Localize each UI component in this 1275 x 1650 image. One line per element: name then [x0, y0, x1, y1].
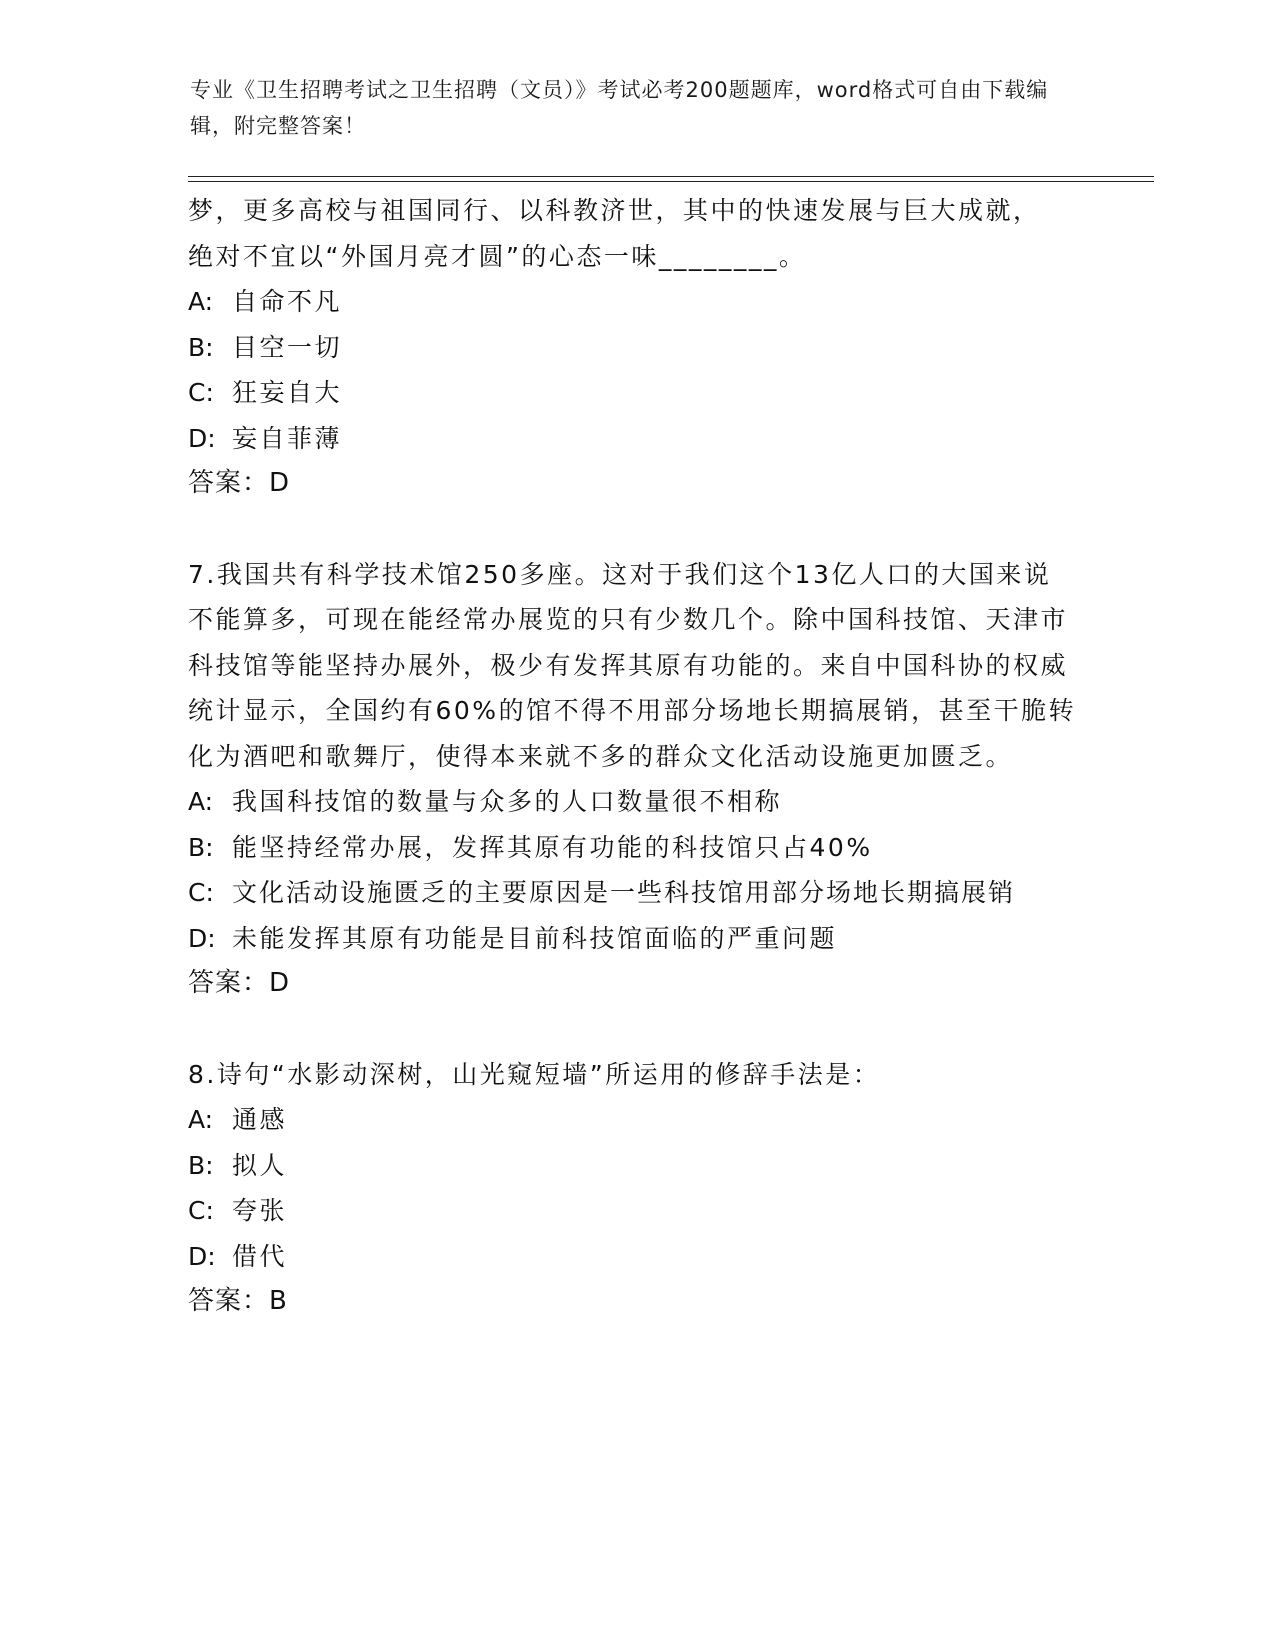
option-key: B: [188, 832, 214, 862]
question-block [188, 552, 1088, 1007]
option-text: 借代 [232, 1241, 288, 1271]
question-stem: 梦，更多高校与祖国同行、以科教济世，其中的快速发展与巨大成就，绝对不宜以“外国月亮才圆”的心态一味________。 [188, 196, 1041, 271]
option-key: D: [188, 923, 216, 953]
option-key: B: [188, 1150, 214, 1180]
option-d [188, 1234, 1088, 1280]
option-text: 狂妄自大 [232, 378, 343, 407]
header-divider-top [188, 176, 1154, 177]
answer-label: 答案： [188, 468, 270, 498]
option-b [188, 1143, 1088, 1189]
option-text: 目空一切 [232, 332, 343, 362]
question-list [188, 188, 1088, 1325]
option-d [188, 416, 1088, 462]
option-key: C: [188, 878, 214, 907]
option-key: D: [188, 423, 216, 453]
option-b [188, 825, 1088, 871]
spacer [188, 507, 1088, 552]
answer-label: 答案： [188, 968, 270, 998]
option-d [188, 916, 1088, 962]
answer-value: D [269, 968, 291, 998]
option-text: 能坚持经常办展，发挥其原有功能的科技馆只占40% [232, 832, 873, 862]
answer-line [188, 461, 1088, 507]
document-title: 专业《卫生招聘考试之卫生招聘（文员）》考试必考200题题库，word格式可自由下载编辑，附完整答案！ [190, 78, 1049, 138]
option-text: 妄自菲薄 [232, 423, 343, 453]
question-block [188, 188, 1088, 507]
question-stem: 7.我国共有科学技术馆250多座。这对于我们这个13亿人口的大国来说不能算多，可现在能经常办展览的只有少数几个。除中国科技馆、天津市科技馆等能坚持办展外，极少有发挥其原有功能的。来自中国科协的权威统计显示，全国约有60%的馆不得不用部分场地长期搞展销，甚至干脆转化为酒吧和歌舞厅，使得本来就不多的群众文化活动设施更加匮乏。 [188, 559, 1077, 771]
answer-label: 答案： [188, 1286, 270, 1316]
option-c [188, 370, 1088, 416]
header-divider-bottom [188, 181, 1154, 182]
option-key: B: [188, 332, 214, 362]
option-key: A: [188, 287, 214, 316]
option-c [188, 870, 1088, 916]
answer-line [188, 961, 1088, 1007]
option-key: A: [188, 1105, 214, 1134]
option-a [188, 779, 1088, 825]
document-header [190, 72, 1090, 144]
option-text: 夸张 [232, 1196, 288, 1225]
option-a [188, 1097, 1088, 1143]
answer-value: D [269, 468, 291, 498]
option-text: 拟人 [232, 1150, 288, 1180]
question-stem: 8.诗句“水影动深树，山光窥短墙”所运用的修辞手法是： [188, 1059, 881, 1089]
option-text: 自命不凡 [232, 287, 343, 316]
option-c [188, 1188, 1088, 1234]
option-text: 通感 [232, 1105, 288, 1134]
question-block [188, 1052, 1088, 1325]
option-key: C: [188, 378, 214, 407]
answer-value: B [269, 1286, 288, 1316]
option-text: 文化活动设施匮乏的主要原因是一些科技馆用部分场地长期搞展销 [232, 878, 1016, 907]
option-key: A: [188, 787, 214, 816]
option-key: D: [188, 1241, 216, 1271]
answer-line [188, 1279, 1088, 1325]
option-text: 我国科技馆的数量与众多的人口数量很不相称 [232, 787, 783, 816]
spacer [188, 1007, 1088, 1052]
option-text: 未能发挥其原有功能是目前科技馆面临的严重问题 [232, 923, 838, 953]
option-b [188, 325, 1088, 371]
option-a [188, 279, 1088, 325]
option-key: C: [188, 1196, 214, 1225]
